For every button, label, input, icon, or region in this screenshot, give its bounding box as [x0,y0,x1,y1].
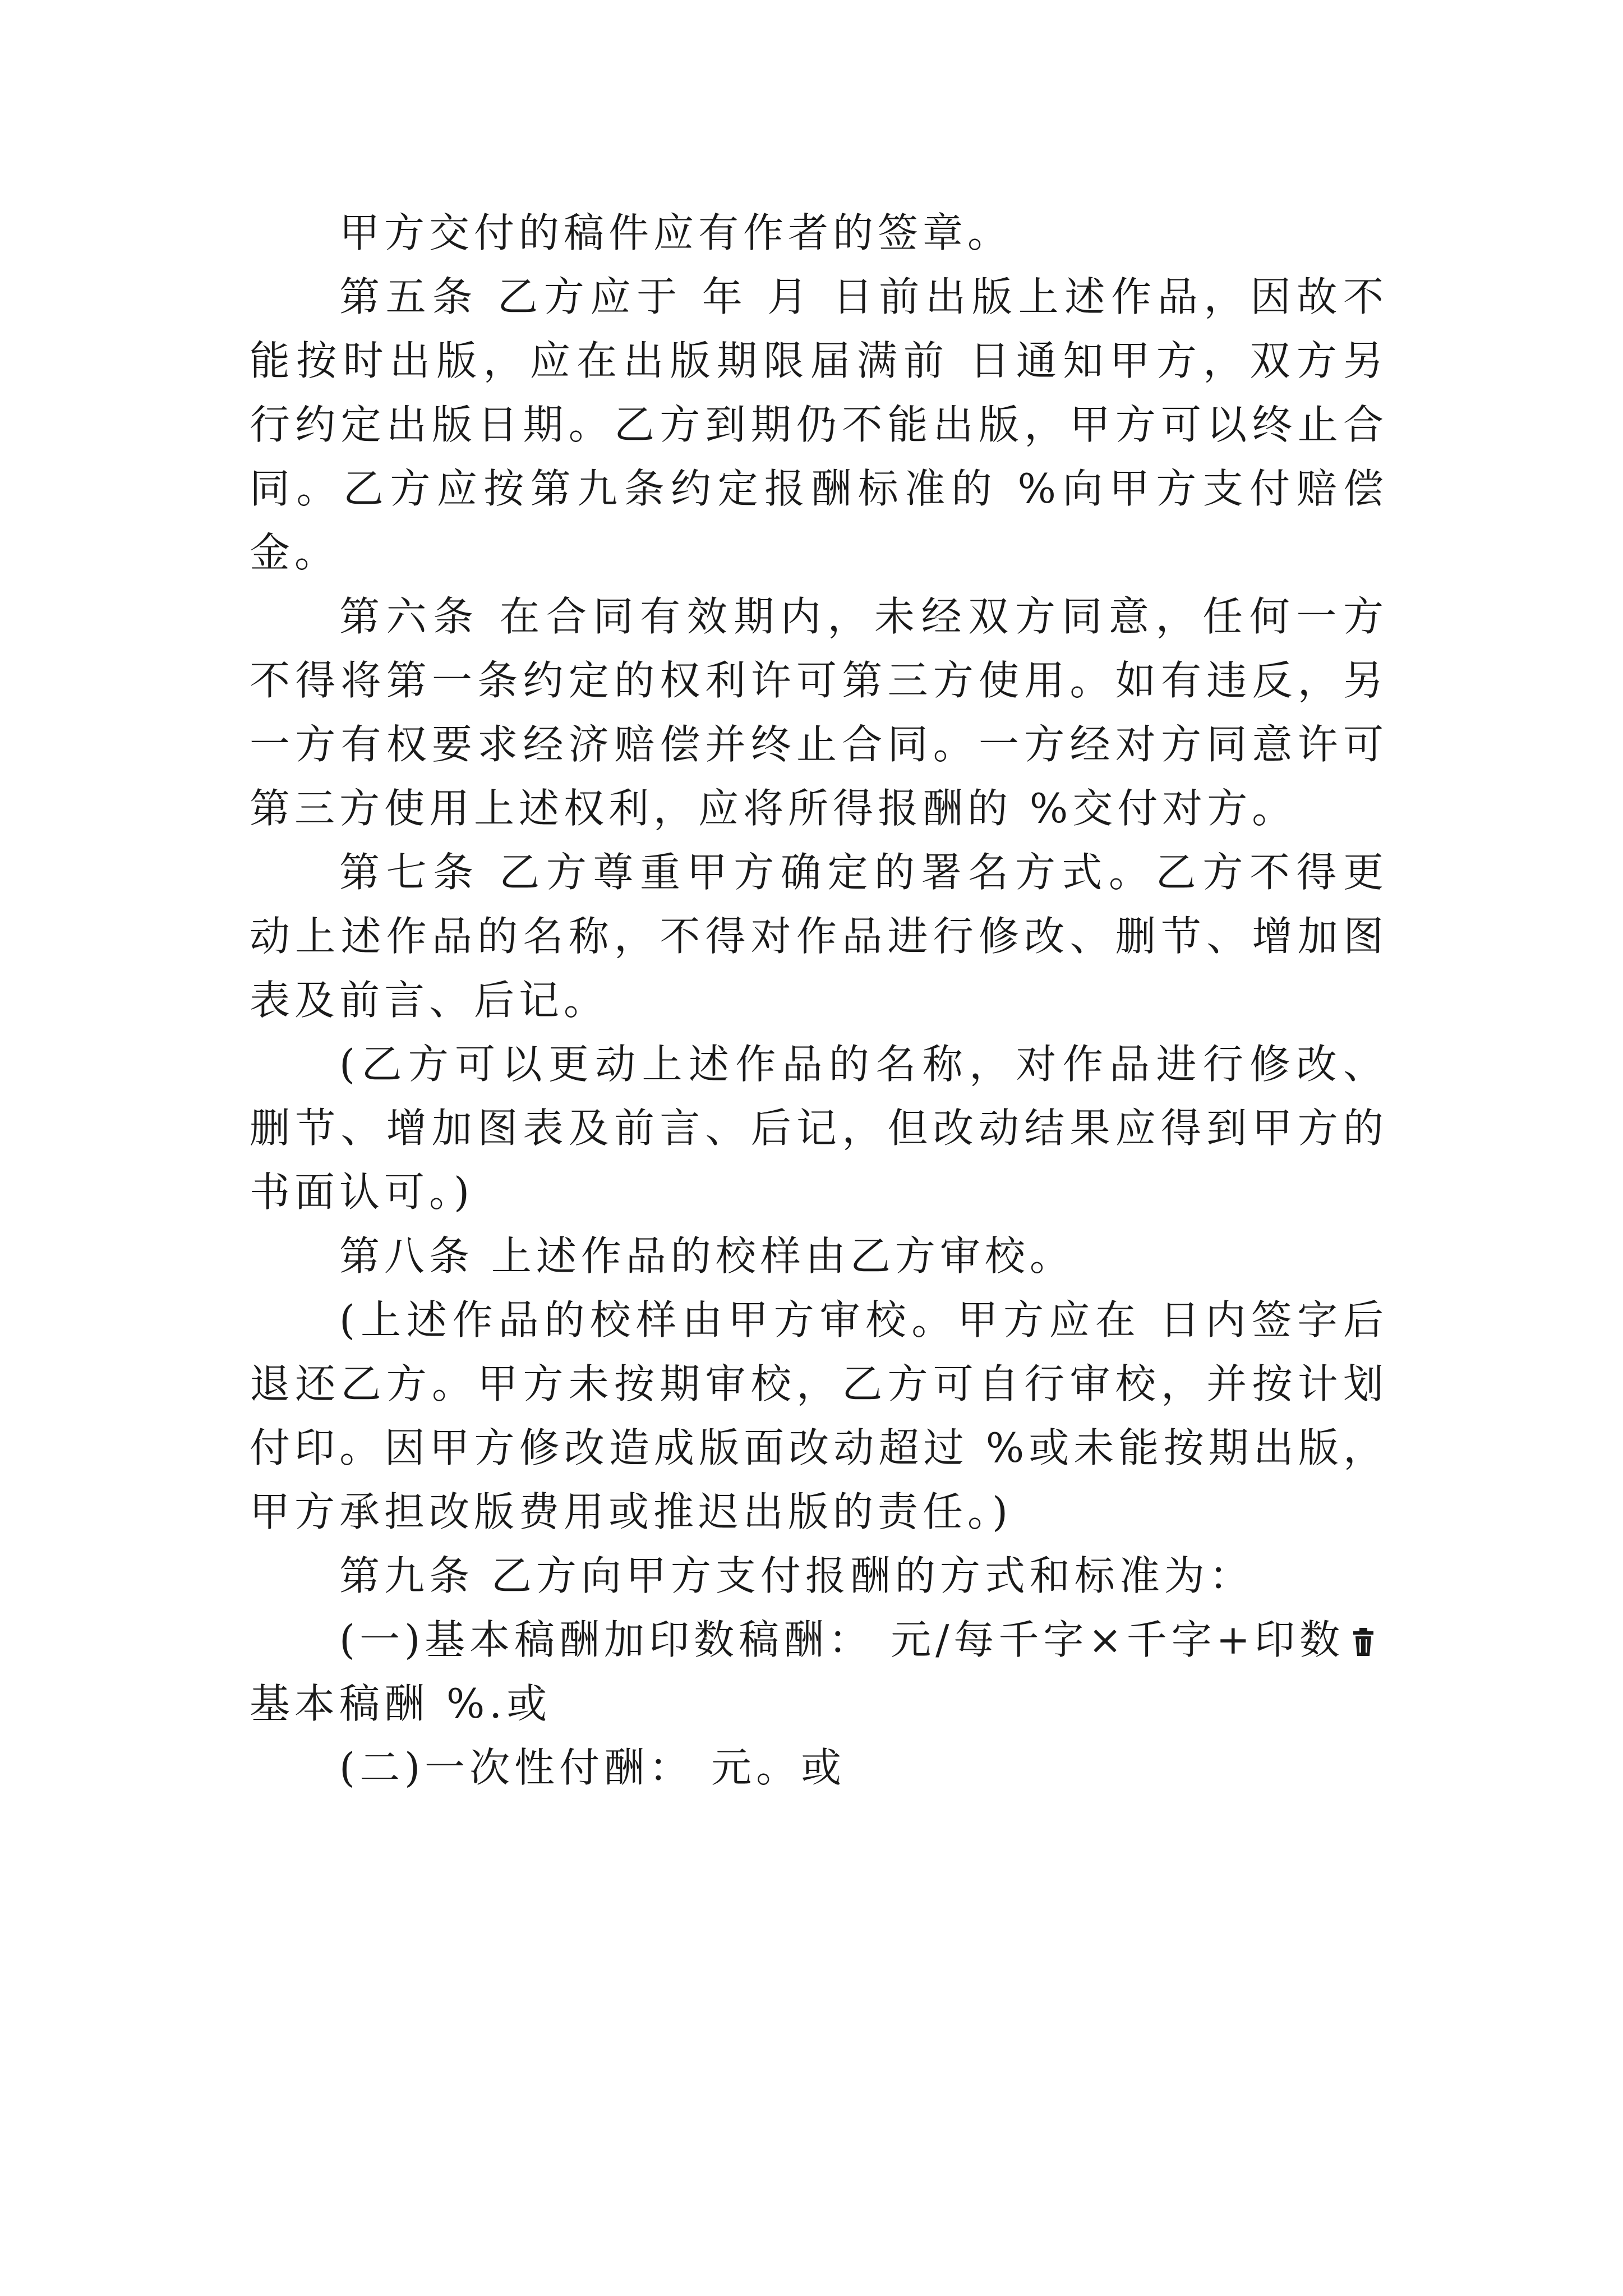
royalty-option-1-text: (一)基本稿酬加印数稿酬： 元/每千字×千字+印数 [339,1616,1344,1663]
paragraph-royalty-option-1 [250,1608,1388,1736]
paragraph-signature-requirement: 甲方交付的稿件应有作者的签章。 [339,209,1013,256]
paragraph-article-7-alternative: (乙方可以更动上述作品的名称，对作品进行修改、删节、增加图表及前言、后记，但改动结果应得到甲方的书面认可。) [250,1041,1388,1216]
trash-icon [1352,1626,1375,1657]
paragraph-royalty-option-2: (二)一次性付酬： 元。或 [339,1744,846,1791]
paragraph-article-8-alternative: (上述作品的校样由甲方审校。甲方应在 日内签字后退还乙方。甲方未按期审校，乙方可自行审校，并按计划付印。因甲方修改造成版面改动超过 %或未能按期出版，甲方承担改版费用或推迟出版的责任。) [250,1296,1388,1535]
paragraph-article-8: 第八条 上述作品的校样由乙方审校。 [339,1232,1075,1280]
royalty-option-1-continuation: 基本稿酬 %.或 [250,1680,552,1727]
paragraph-article-7: 第七条 乙方尊重甲方确定的署名方式。乙方不得更动上述作品的名称，不得对作品进行修改、删节、增加图表及前言、后记。 [250,849,1388,1024]
paragraph-article-6: 第六条 在合同有效期内，未经双方同意，任何一方不得将第一条约定的权利许可第三方使用。如有违反，另一方有权要求经济赔偿并终止合同。一方经对方同意许可第三方使用上述权利，应将所得报酬的 %交付对方。 [250,593,1388,832]
paragraph-article-5: 第五条 乙方应于 年 月 日前出版上述作品，因故不能按时出版，应在出版期限届满前 日通知甲方，双方另行约定出版日期。乙方到期仍不能出版，甲方可以终止合同。乙方应按第九条约定报酬标准的 %向甲方支付赔偿金。 [250,273,1388,576]
paragraph-article-9: 第九条 乙方向甲方支付报酬的方式和标准为： [339,1552,1254,1599]
contract-body [250,201,1388,1800]
